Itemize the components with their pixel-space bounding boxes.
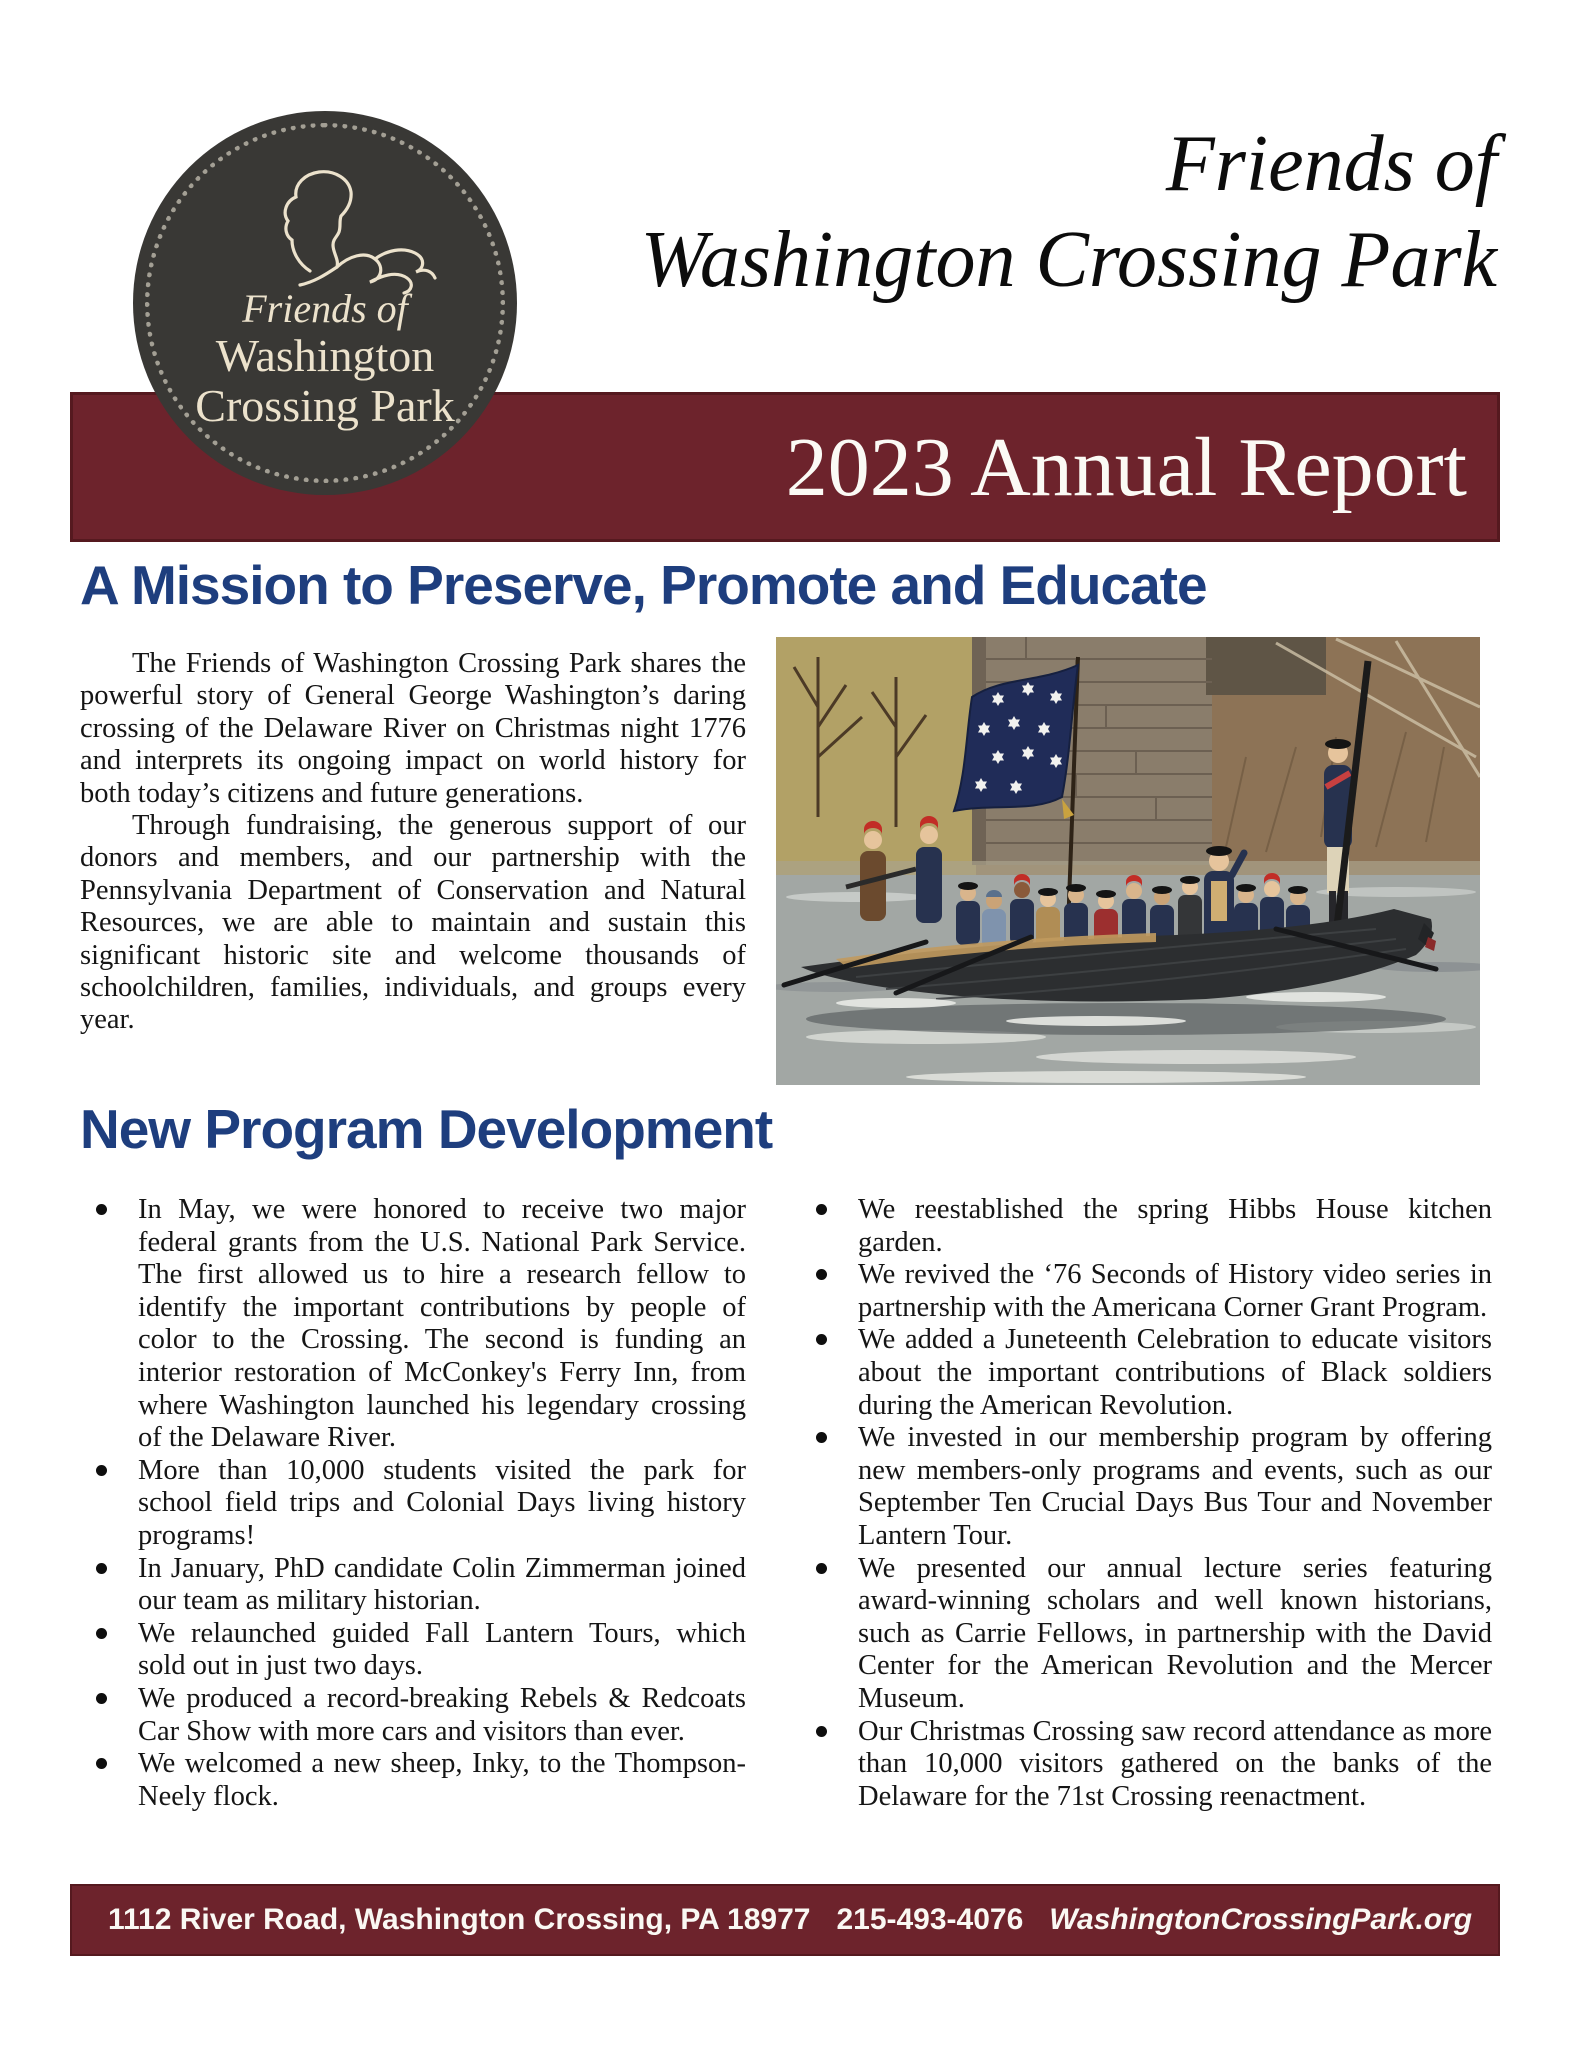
bullet-text: We welcomed a new sheep, Inky, to the Thompson-Neely flock.: [138, 1748, 746, 1812]
logo-text-crossing-park: Crossing Park: [195, 380, 455, 431]
bullet-text: We produced a record-breaking Rebels & Redcoats Car Show with more cars and visitors than ever.: [138, 1682, 746, 1747]
page-title-line1: Friends of: [1165, 120, 1497, 208]
list-item: [800, 1422, 1492, 1552]
bullet-icon: [816, 1432, 827, 1443]
crossing-reenactment-photo: [776, 637, 1480, 1085]
bullet-text: We revived the ‘76 Seconds of History video series in partnership with the Americana Corner Grant Program.: [858, 1259, 1492, 1323]
bullet-text: Our Christmas Crossing saw record attendance as more than 10,000 visitors gathered on the banks of the Delaware for the 71st Crossing reenactment.: [858, 1715, 1492, 1812]
washington-profile-icon: [213, 151, 437, 300]
footer-website-link[interactable]: WashingtonCrossingPark.org: [1049, 1903, 1473, 1936]
list-item: [80, 1618, 746, 1683]
programs-bullet-columns: [80, 1194, 1492, 1813]
mission-paragraph-2: Through fundraising, the generous support of our donors and members, and our partnership with the Pennsylvania Department of Conservation and Natural Resources, we are able to maintain and sustain this significant historic site and welcome thousands of schoolchildren, families, individuals, and groups every year.: [80, 810, 746, 1036]
bullet-text: In May, we were honored to receive two major federal grants from the U.S. National Park Service. The first allowed us to hire a research fellow to identify the important contributions by people of color to the Crossing. The second is funding an interior restoration of McConkey's Ferry Inn, from where Washington launched his legendary crossing of the Delaware River.: [138, 1194, 746, 1454]
bullet-icon: [816, 1726, 827, 1737]
program-bullets-left: [80, 1194, 746, 1813]
bullet-icon: [96, 1693, 107, 1704]
mission-paragraphs: [80, 648, 746, 1037]
list-item: [800, 1259, 1492, 1324]
bullet-icon: [96, 1204, 107, 1215]
banner-title: 2023 Annual Report: [785, 420, 1467, 514]
bullet-text: We reestablished the spring Hibbs House kitchen garden.: [858, 1194, 1492, 1258]
logo-text-washington: Washington: [215, 330, 435, 381]
footer-phone: 215-493-4076: [836, 1903, 1024, 1936]
bullet-icon: [816, 1269, 827, 1280]
program-bullets-right: [800, 1194, 1492, 1813]
bullet-icon: [96, 1465, 107, 1476]
logo-text-friends-of: Friends of: [242, 286, 408, 331]
list-item: [80, 1748, 746, 1813]
footer-address: 1112 River Road, Washington Crossing, PA 18977: [108, 1903, 811, 1936]
list-item: [800, 1553, 1492, 1716]
mission-paragraph-1: The Friends of Washington Crossing Park shares the powerful story of General George Washington’s daring crossing of the Delaware River on Christmas night 1776 and interprets its ongoing impact on world history for both today’s citizens and future generations.: [80, 648, 746, 809]
list-item: [80, 1553, 746, 1618]
bullet-icon: [96, 1758, 107, 1769]
bullet-icon: [816, 1334, 827, 1345]
list-item: [80, 1194, 746, 1455]
bullet-text: We invested in our membership program by offering new members-only programs and events, such as our September Ten Crucial Days Bus Tour and November Lantern Tour.: [858, 1422, 1492, 1551]
programs-section-heading: New Program Development: [80, 1098, 773, 1160]
bullet-text: We relaunched guided Fall Lantern Tours, which sold out in just two days.: [138, 1617, 746, 1682]
list-item: [80, 1455, 746, 1553]
bullet-icon: [96, 1628, 107, 1639]
list-item: [800, 1194, 1492, 1259]
bullet-text: More than 10,000 students visited the park for school field trips and Colonial Days living history programs!: [138, 1454, 746, 1551]
mission-section-heading: A Mission to Preserve, Promote and Educate: [80, 554, 1207, 616]
friends-of-washington-crossing-park-logo: [133, 111, 517, 495]
bullet-icon: [816, 1204, 827, 1215]
list-item: [800, 1716, 1492, 1814]
footer-contact-bar: [70, 1884, 1500, 1956]
bullet-text: In January, PhD candidate Colin Zimmerman joined our team as military historian.: [138, 1552, 746, 1617]
bullet-icon: [816, 1563, 827, 1574]
bullet-text: We added a Juneteenth Celebration to educate visitors about the important contributions of Black soldiers during the American Revolution.: [858, 1324, 1492, 1421]
page-title-line2: Washington Crossing Park: [640, 216, 1497, 304]
list-item: [800, 1324, 1492, 1422]
list-item: [80, 1683, 746, 1748]
bullet-icon: [96, 1563, 107, 1574]
bullet-text: We presented our annual lecture series featuring award-winning scholars and well known historians, such as Carrie Fellows, in partnership with the David Center for the American Revolution and the Mercer Museum.: [858, 1552, 1492, 1714]
